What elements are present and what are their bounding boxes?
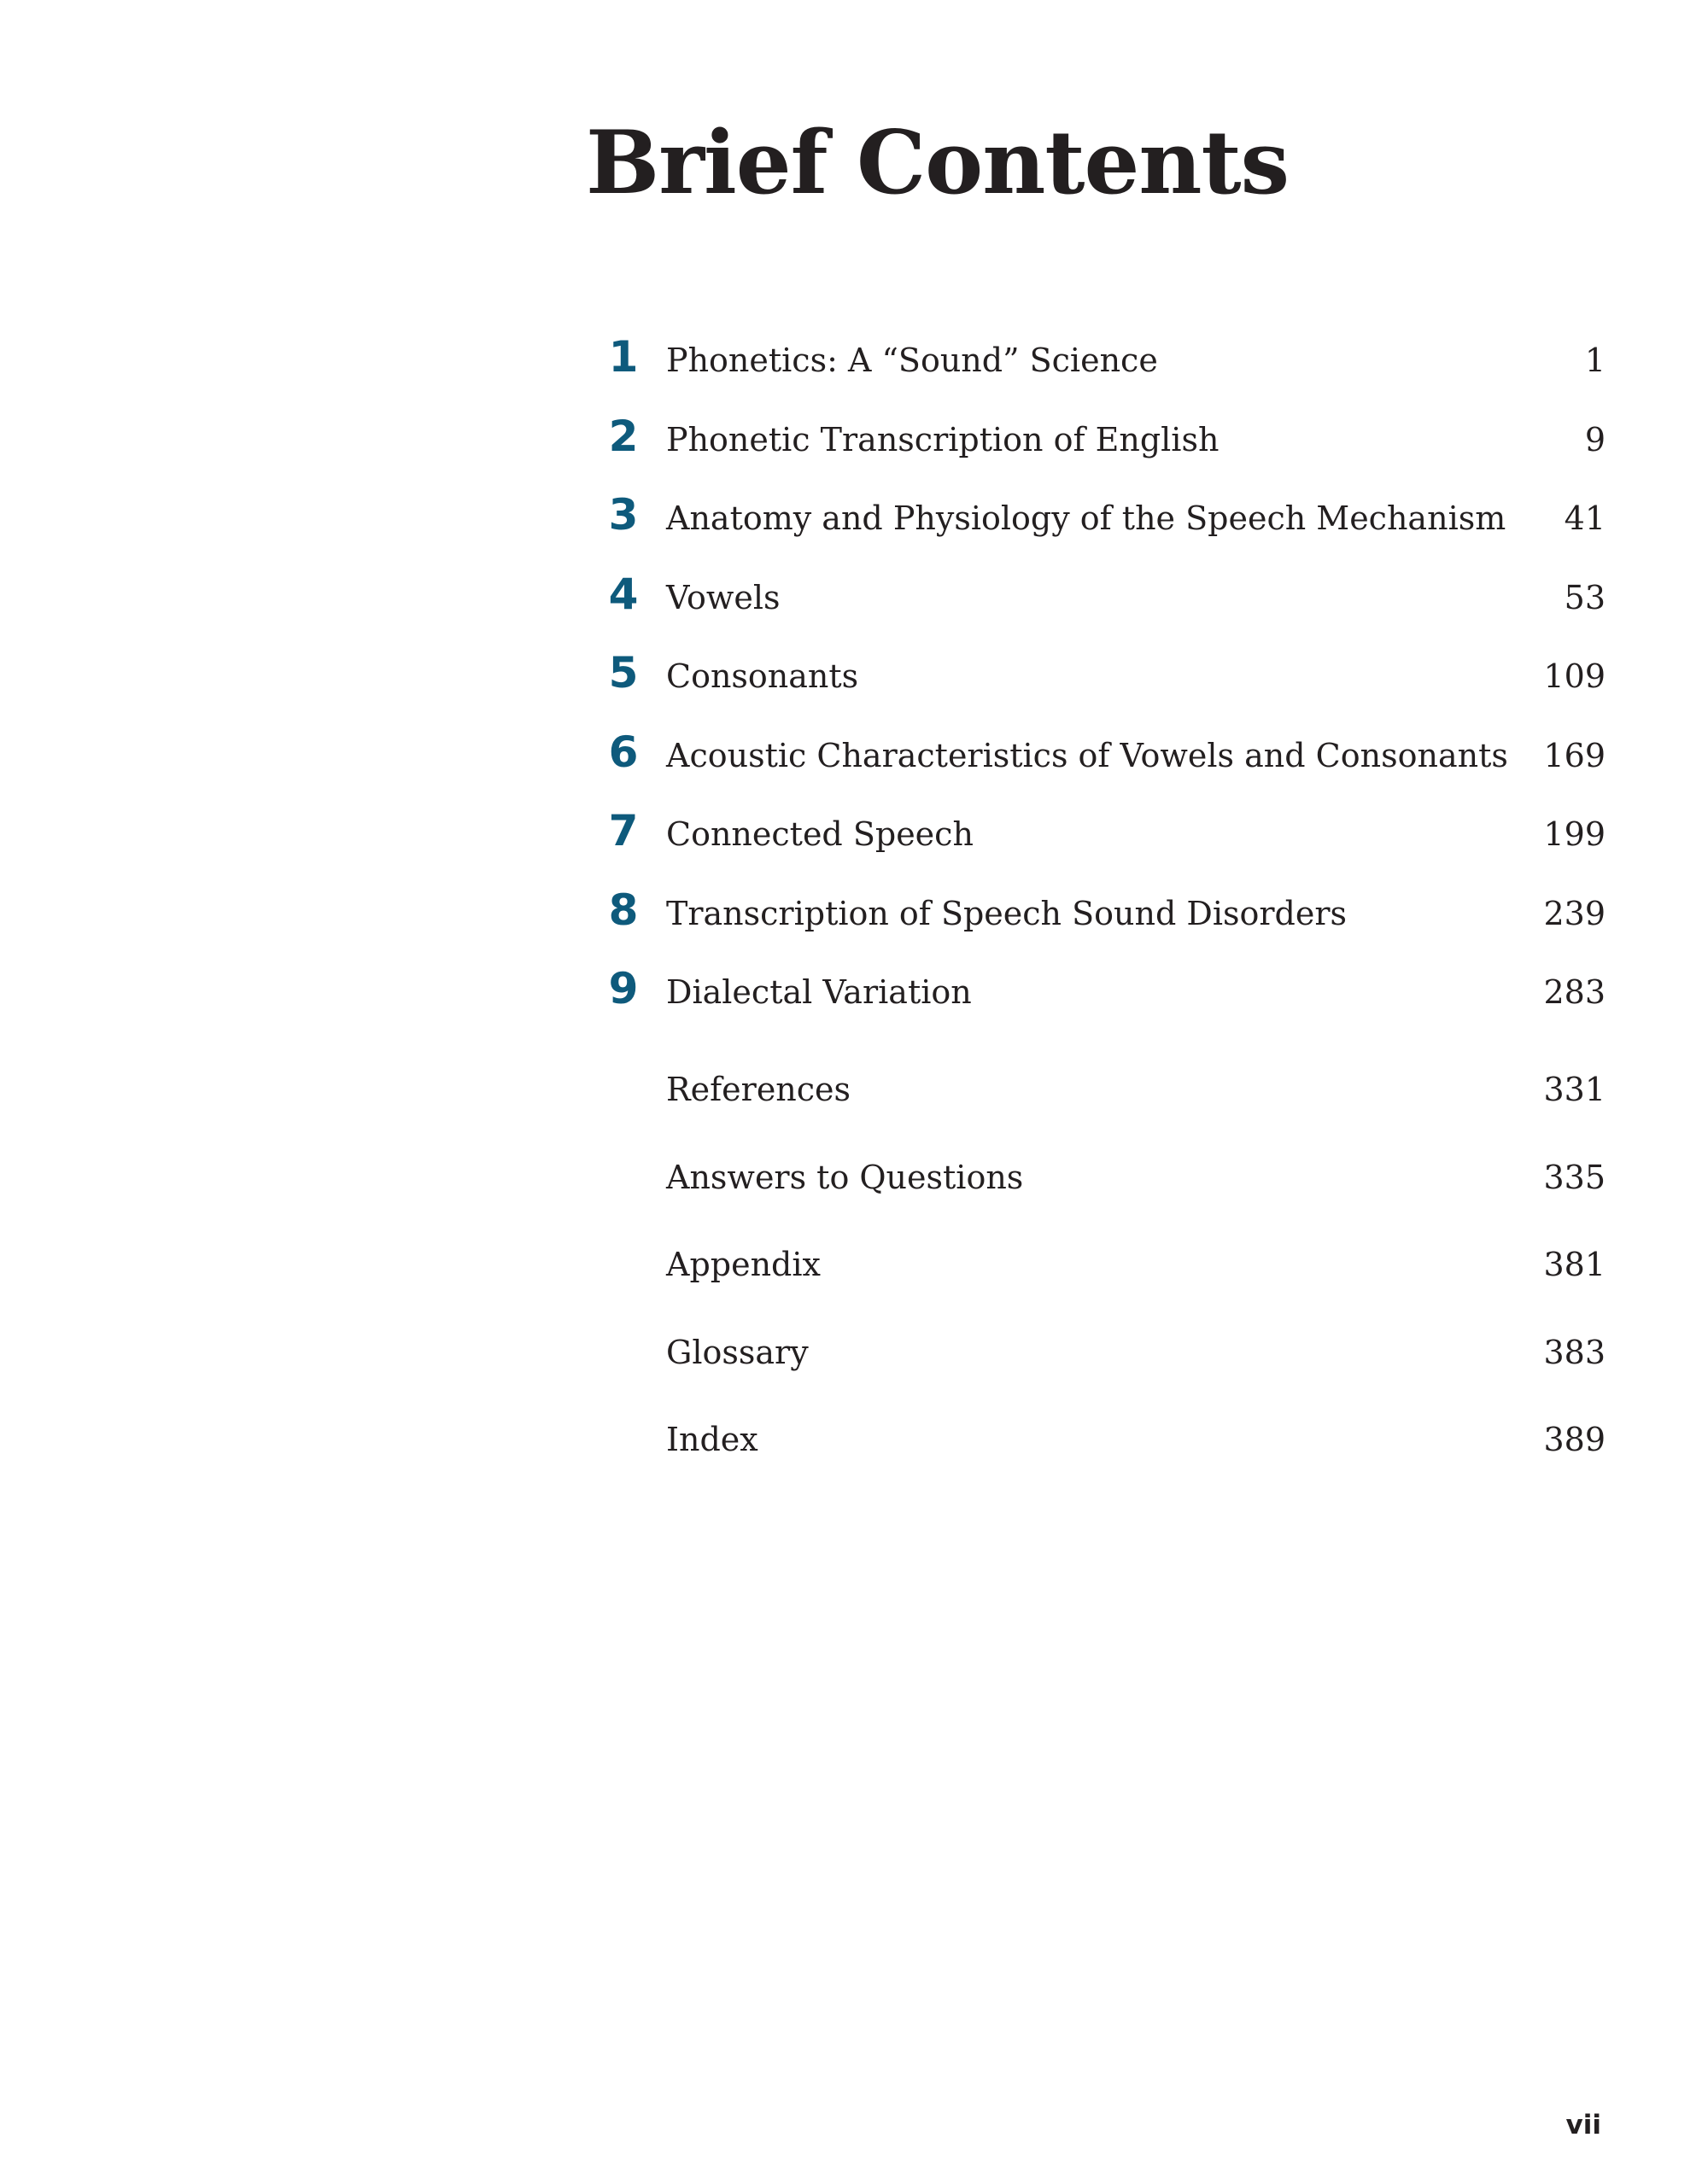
toc-entry-chapter-2[interactable] [598, 404, 1606, 483]
page-title: Brief Contents [586, 112, 1290, 214]
chapter-title: Transcription of Speech Sound Disorders [666, 894, 1348, 932]
back-matter-title: References [666, 1071, 851, 1108]
chapter-number: 9 [608, 964, 639, 1013]
folio-page-number: vii [1565, 2110, 1601, 2140]
chapter-number: 4 [608, 569, 639, 619]
page-number: 199 [1543, 815, 1606, 853]
chapter-number: 1 [608, 332, 639, 382]
toc-entry-index[interactable] [598, 1414, 1606, 1502]
chapter-number: 7 [608, 806, 639, 855]
back-matter-title: Answers to Questions [666, 1158, 1024, 1196]
chapter-title: Connected Speech [666, 815, 974, 853]
page-number: 1 [1584, 342, 1606, 379]
page-number: 283 [1543, 973, 1606, 1011]
toc-entry-chapter-1[interactable] [598, 324, 1606, 404]
page-number: 381 [1543, 1246, 1606, 1283]
page-number: 383 [1543, 1333, 1606, 1371]
chapter-title: Consonants [666, 657, 859, 695]
page-number: 389 [1543, 1421, 1606, 1458]
chapter-number: 5 [608, 648, 639, 698]
back-matter-title: Appendix [666, 1246, 821, 1283]
back-matter-title: Glossary [666, 1333, 809, 1371]
page-number: 335 [1543, 1158, 1606, 1196]
back-matter-title: Index [666, 1421, 758, 1458]
chapter-number: 6 [608, 727, 639, 777]
chapter-list [598, 324, 1606, 1036]
toc-entry-chapter-6[interactable] [598, 720, 1606, 799]
page-number: 41 [1564, 499, 1606, 537]
page-number: 9 [1584, 420, 1606, 458]
toc-entry-chapter-4[interactable] [598, 562, 1606, 641]
page-number: 53 [1564, 578, 1606, 616]
chapter-title: Anatomy and Physiology of the Speech Mechanism [666, 499, 1506, 537]
toc-entry-chapter-9[interactable] [598, 956, 1606, 1036]
toc-entry-glossary[interactable] [598, 1327, 1606, 1415]
page-number: 169 [1543, 736, 1606, 774]
chapter-title: Phonetics: A “Sound” Science [666, 342, 1158, 379]
toc-entry-chapter-3[interactable] [598, 482, 1606, 562]
page-number: 109 [1543, 657, 1606, 695]
page-number: 239 [1543, 894, 1606, 932]
chapter-number: 3 [608, 490, 639, 540]
chapter-title: Vowels [666, 578, 781, 616]
toc-entry-references[interactable] [598, 1064, 1606, 1152]
chapter-title: Acoustic Characteristics of Vowels and Consonants [666, 736, 1508, 774]
chapter-title: Dialectal Variation [666, 973, 972, 1011]
toc-entry-answers-to-questions[interactable] [598, 1152, 1606, 1240]
toc-entry-chapter-8[interactable] [598, 878, 1606, 957]
back-matter-list [598, 1064, 1606, 1502]
toc-entry-chapter-7[interactable] [598, 798, 1606, 878]
chapter-number: 2 [608, 411, 639, 461]
chapter-number: 8 [608, 885, 639, 935]
chapter-title: Phonetic Transcription of English [666, 420, 1220, 458]
toc-entry-chapter-5[interactable] [598, 640, 1606, 720]
toc-entry-appendix[interactable] [598, 1239, 1606, 1327]
page-number: 331 [1543, 1071, 1606, 1108]
